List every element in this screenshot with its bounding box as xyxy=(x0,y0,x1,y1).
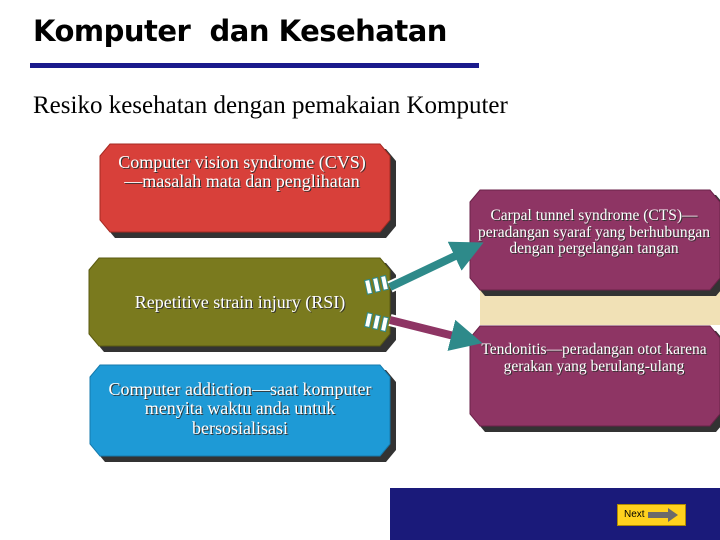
page-title: Komputer dan Kesehatan xyxy=(33,14,447,48)
next-button[interactable] xyxy=(617,504,686,526)
next-arrow-icon xyxy=(648,508,678,522)
cts-label: Carpal tunnel syndrome (CTS)—peradangan syaraf yang berhubungan dengan pergelangan tangan xyxy=(478,207,710,258)
next-button-label: Next xyxy=(624,509,645,520)
cvs-label: Computer vision syndrome (CVS)—masalah mata dan penglihatan xyxy=(118,152,366,192)
tendonitis-label: Tendonitis—peradangan otot karena gerakan yang berulang-ulang xyxy=(481,341,707,375)
addiction-label: Computer addiction—saat komputer menyita waktu anda untuk bersosialisasi xyxy=(108,379,372,438)
page-subtitle: Resiko kesehatan dengan pemakaian Komputer xyxy=(33,92,508,119)
rsi-label: Repetitive strain injury (RSI) xyxy=(134,292,346,312)
